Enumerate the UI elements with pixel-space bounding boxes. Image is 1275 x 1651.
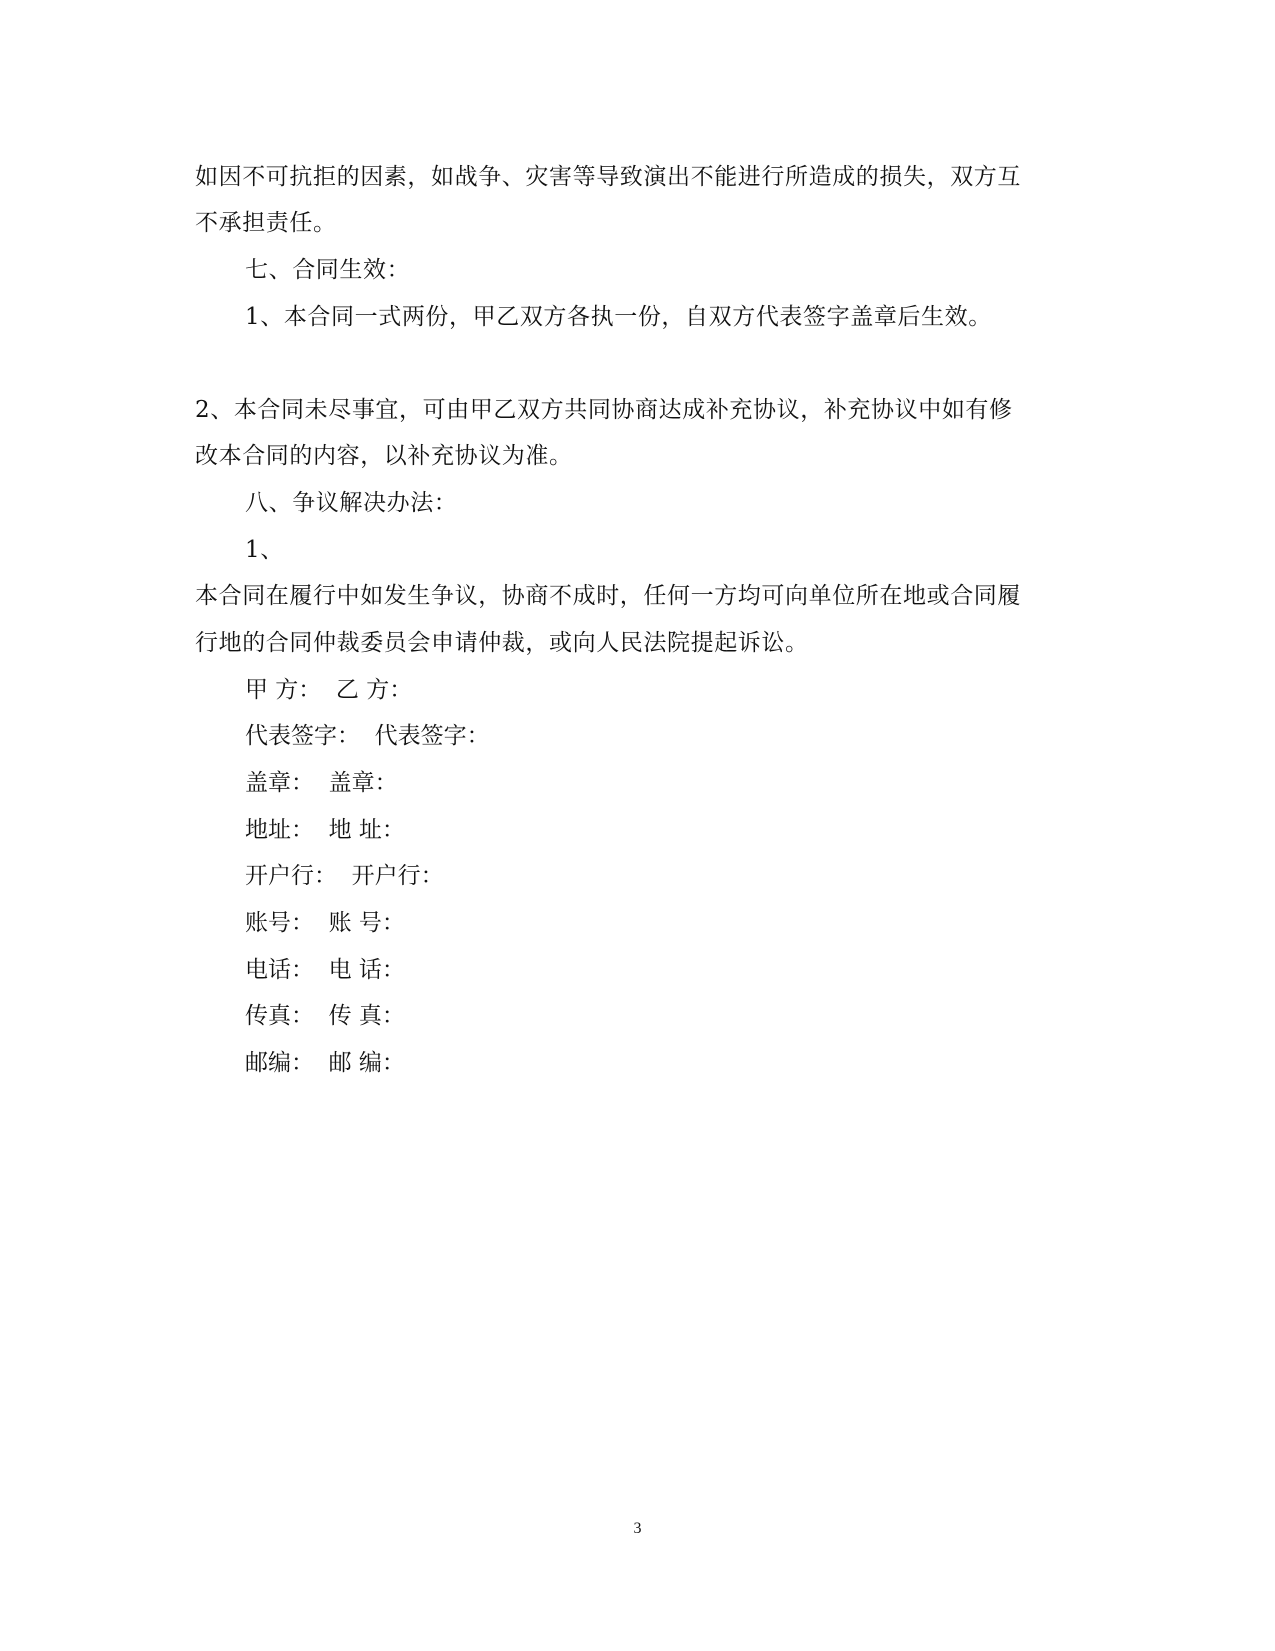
section-8-item-1-line-2: 行地的合同仲裁委员会申请仲裁，或向人民法院提起诉讼。 — [195, 630, 809, 656]
force-majeure-line-2: 不承担责任。 — [195, 210, 337, 236]
signature-postcode: 邮编： 邮 编： — [245, 1050, 405, 1076]
force-majeure-line-1: 如因不可抗拒的因素，如战争、灾害等导致演出不能进行所造成的损失，双方互 — [195, 164, 1021, 190]
signature-representative: 代表签字： 代表签字： — [245, 723, 490, 749]
signature-address: 地址： 地 址： — [245, 817, 405, 843]
page-number: 3 — [633, 1520, 642, 1537]
signature-bank: 开户行： 开户行： — [245, 863, 444, 889]
signature-seal: 盖章： 盖章： — [245, 770, 398, 796]
section-8-item-1-number: 1、 — [245, 537, 284, 563]
signature-fax: 传真： 传 真： — [245, 1003, 405, 1029]
signature-party: 甲 方： 乙 方： — [245, 677, 413, 703]
signature-account: 账号： 账 号： — [245, 910, 405, 936]
section-7-heading: 七、合同生效： — [245, 257, 411, 283]
section-8-heading: 八、争议解决办法： — [245, 490, 458, 516]
section-7-item-2-line-1: 2、本合同未尽事宜，可由甲乙双方共同协商达成补充协议，补充协议中如有修 — [195, 397, 1013, 423]
section-7-item-2-line-2: 改本合同的内容，以补充协议为准。 — [195, 443, 573, 469]
signature-phone: 电话： 电 话： — [245, 957, 405, 983]
section-7-item-1: 1、本合同一式两份，甲乙双方各执一份，自双方代表签字盖章后生效。 — [245, 304, 992, 330]
section-8-item-1-line-1: 本合同在履行中如发生争议，协商不成时，任何一方均可向单位所在地或合同履 — [195, 583, 1021, 609]
